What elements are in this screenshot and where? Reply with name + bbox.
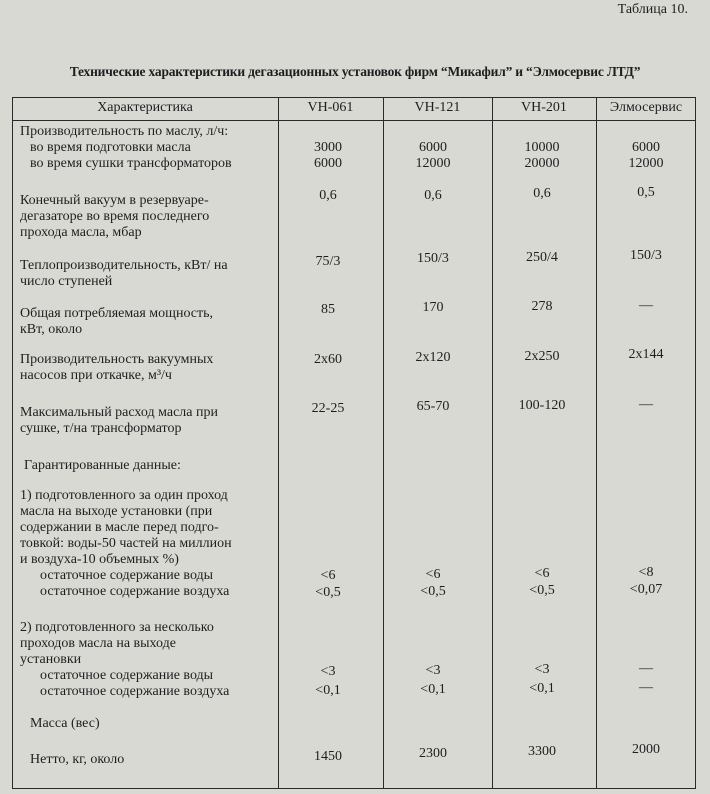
row-label: Производительность по маслу, л/ч: [20, 124, 229, 139]
row-label: во время сушки трансформаторов [30, 156, 232, 171]
row-label: остаточное содержание воздуха [40, 684, 230, 699]
row-label: остаточное содержание воды [40, 668, 214, 683]
cell-vh-121: <0,1 [420, 682, 446, 697]
row-label: Масса (вес) [30, 716, 100, 731]
row-label: 1) подготовленного за один проход [20, 488, 228, 503]
row-label: кВт, около [20, 322, 83, 337]
cell-elmoservis: 12000 [628, 156, 664, 171]
cell-vh-201: 20000 [524, 156, 560, 171]
cell-vh-061: 75/3 [315, 254, 341, 269]
cell-vh-201: 10000 [524, 140, 560, 155]
row-label: Общая потребляемая мощность, [20, 306, 214, 321]
cell-vh-121: 170 [422, 300, 444, 315]
cell-vh-121: 6000 [419, 140, 447, 155]
cell-elmoservis: 6000 [632, 140, 660, 155]
cell-vh-121: 65-70 [416, 399, 450, 414]
cell-vh-201: <6 [534, 566, 550, 581]
cell-vh-201: <0,1 [529, 681, 555, 696]
cell-vh-061: <0,1 [315, 683, 341, 698]
cell-vh-121: 12000 [415, 156, 451, 171]
cell-elmoservis: <8 [638, 565, 654, 580]
cell-vh-061: 85 [321, 302, 335, 317]
cell-vh-201: 100-120 [518, 398, 566, 413]
cell-vh-201: 3300 [528, 744, 556, 759]
cell-vh-061: 3000 [314, 140, 342, 155]
cell-vh-061: 0,6 [319, 188, 337, 203]
row-label: Конечный вакуум в резервуаре- [20, 193, 209, 208]
cell-vh-201: 0,6 [533, 186, 551, 201]
cell-vh-121: 150/3 [417, 251, 449, 266]
cell-vh-201: <3 [534, 662, 550, 677]
cell-vh-061: <3 [320, 664, 336, 679]
cell-elmoservis: — [639, 397, 653, 412]
row-label: установки [20, 652, 82, 667]
row-label: Теплопроизводительность, кВт/ на [20, 258, 228, 273]
row-label: дегазаторе во время последнего [20, 209, 210, 224]
row-label: Нетто, кг, около [30, 752, 125, 767]
cell-elmoservis: 2000 [632, 742, 660, 757]
section-heading: Гарантированные данные: [24, 458, 181, 473]
row-label: прохода масла, мбар [20, 225, 142, 240]
row-label: насосов при откачке, м³/ч [20, 368, 172, 383]
cell-vh-061: <0,5 [315, 585, 341, 600]
row-label: остаточное содержание воды [40, 568, 214, 583]
table-number-label: Таблица 10. [617, 2, 688, 17]
cell-elmoservis: <0,07 [629, 582, 663, 597]
cell-elmoservis: 150/3 [630, 248, 662, 263]
cell-elmoservis: 2х144 [628, 347, 664, 362]
cell-vh-201: 2х250 [524, 349, 560, 364]
cell-vh-121: <6 [425, 567, 441, 582]
header-characteristic: Характеристика [97, 100, 193, 115]
cell-elmoservis: — [639, 661, 653, 676]
row-label: товкой: воды-50 частей на миллион [20, 536, 232, 551]
cell-vh-121: <0,5 [420, 584, 446, 599]
cell-elmoservis: — [639, 680, 653, 695]
row-label: сушке, т/на трансформатор [20, 421, 182, 436]
row-label: число ступеней [20, 274, 113, 289]
cell-vh-061: 22-25 [311, 401, 345, 416]
header-vh-121: VH-121 [414, 100, 461, 115]
row-label: Производительность вакуумных [20, 352, 214, 367]
cell-vh-061: 6000 [314, 156, 342, 171]
cell-vh-121: 2х120 [415, 350, 451, 365]
header-elmoservis: Элмосервис [609, 100, 683, 115]
cell-vh-201: 250/4 [526, 250, 558, 265]
cell-vh-201: 278 [531, 299, 553, 314]
cell-elmoservis: — [639, 298, 653, 313]
cell-vh-061: 2х60 [314, 352, 342, 367]
row-label: масла на выходе установки (при [20, 504, 213, 519]
row-label: остаточное содержание воздуха [40, 584, 230, 599]
row-label: 2) подготовленного за несколько [20, 620, 214, 635]
cell-vh-061: 1450 [314, 749, 342, 764]
row-label: во время подготовки масла [30, 140, 191, 155]
header-divider [12, 120, 696, 121]
header-vh-061: VH-061 [307, 100, 354, 115]
cell-vh-201: <0,5 [529, 583, 555, 598]
row-label: проходов масла на выходе [20, 636, 176, 651]
row-label: Максимальный расход масла при [20, 405, 218, 420]
cell-elmoservis: 0,5 [637, 185, 655, 200]
cell-vh-121: 2300 [419, 746, 447, 761]
table-title: Технические характеристики дегазационных установок фирм “Микафил” и “Элмосервис ЛТД” [69, 64, 641, 79]
cell-vh-061: <6 [320, 568, 336, 583]
cell-vh-121: 0,6 [424, 188, 442, 203]
row-label: и воздуха-10 объемных %) [20, 552, 179, 567]
cell-vh-121: <3 [425, 663, 441, 678]
header-vh-201: VH-201 [521, 100, 567, 115]
row-label: содержании в масле перед подго- [20, 520, 219, 535]
